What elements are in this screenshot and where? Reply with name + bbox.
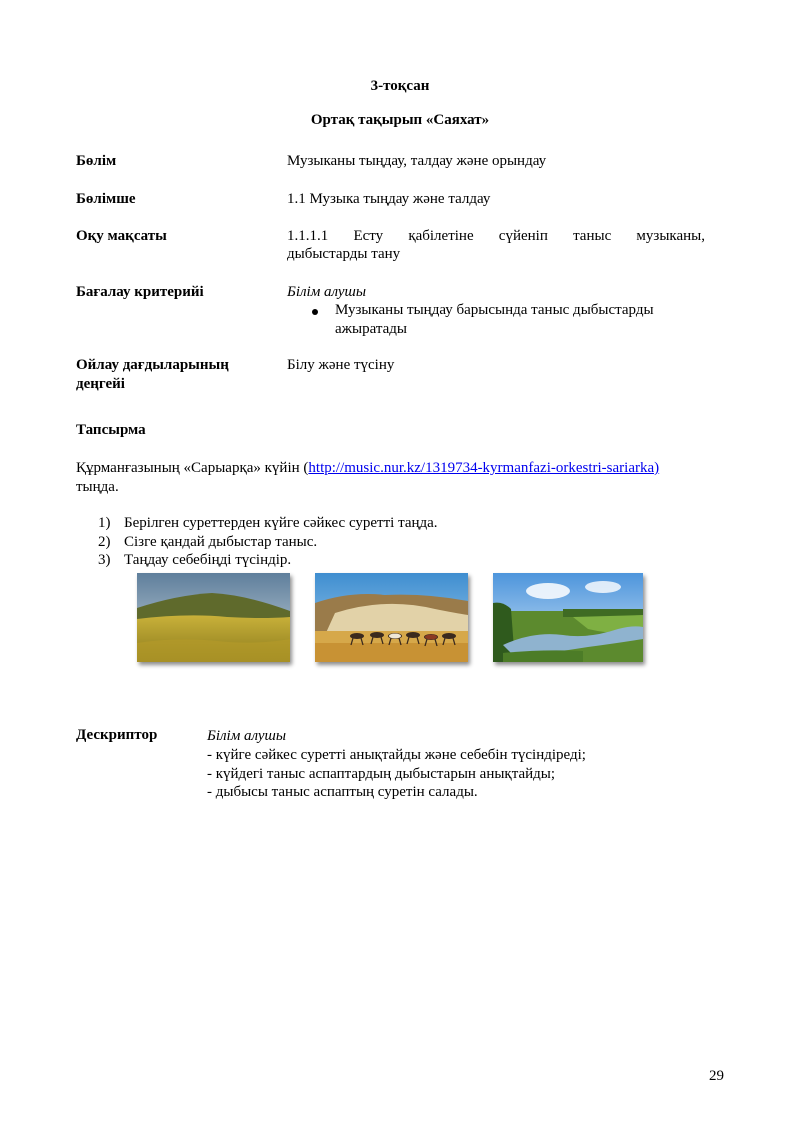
task-item: [98, 533, 317, 552]
task-item: [98, 551, 291, 570]
quarter-title: 3-тоқсан: [370, 78, 430, 94]
task-intro-prefix: Құрманғазының «Сарыарқа» күйін (: [76, 460, 309, 476]
task-item-text: Таңдау себебіңді түсіндір.: [124, 552, 292, 568]
subsection-label: Бөлімше: [76, 191, 136, 207]
task-item: [98, 514, 438, 533]
task-item-number: 1): [98, 515, 111, 531]
section-value: Музыканы тыңдау, талдау және орындау: [287, 153, 547, 169]
task-item-number: 3): [98, 552, 111, 568]
descriptor-line: - күйдегі таныс аспаптардың дыбыстарын анықтайды;: [207, 766, 556, 782]
criteria-item-line1: Музыканы тыңдау барысында таныс дыбыстарды: [335, 302, 654, 318]
task-intro: [76, 459, 659, 478]
steppe-hills-image[interactable]: [137, 573, 290, 662]
theme-title: Ортақ тақырып «Саяхат»: [310, 112, 490, 128]
music-link[interactable]: http://music.nur.kz/1319734-kyrmanfazi-orkestri-sariarka): [308, 460, 660, 476]
descriptor-line: - күйге сәйкес суретті анықтайды және себебін түсіндіреді;: [207, 747, 586, 763]
thinking-label-line1: Ойлау дағдыларының: [76, 357, 229, 373]
goal-value-line2: дыбыстарды тану: [287, 246, 401, 262]
descriptor-line: - дыбысы таныс аспаптың суретін салады.: [207, 784, 478, 800]
task-item-number: 2): [98, 534, 111, 550]
criteria-label: Бағалау критерийі: [76, 284, 204, 300]
goal-label: Оқу мақсаты: [76, 228, 167, 244]
task-item-text: Сізге қандай дыбыстар таныс.: [124, 534, 318, 550]
descriptor-label: Дескриптор: [76, 727, 158, 743]
section-label: Бөлім: [76, 153, 117, 169]
thinking-label-line2: деңгейі: [76, 376, 125, 392]
task-intro-suffix: тыңда.: [76, 479, 119, 495]
task-title: Тапсырма: [76, 422, 146, 438]
task-item-text: Берілген суреттерден күйге сәйкес суретті таңда.: [124, 515, 438, 531]
subsection-value: 1.1 Музыка тыңдау және талдау: [287, 191, 491, 207]
bullet-icon: [312, 309, 318, 315]
goal-value-line1: 1.1.1.1 Есту қабілетіне сүйеніп таныс музыканы,: [287, 228, 705, 244]
criteria-heading: Білім алушы: [287, 284, 367, 300]
criteria-item-line2: ажыратады: [335, 321, 407, 337]
river-landscape-image[interactable]: [493, 573, 643, 662]
descriptor-heading: Білім алушы: [207, 728, 287, 744]
horses-steppe-image[interactable]: [315, 573, 468, 662]
page-number: 29: [709, 1068, 724, 1084]
thinking-value: Білу және түсіну: [287, 357, 395, 373]
